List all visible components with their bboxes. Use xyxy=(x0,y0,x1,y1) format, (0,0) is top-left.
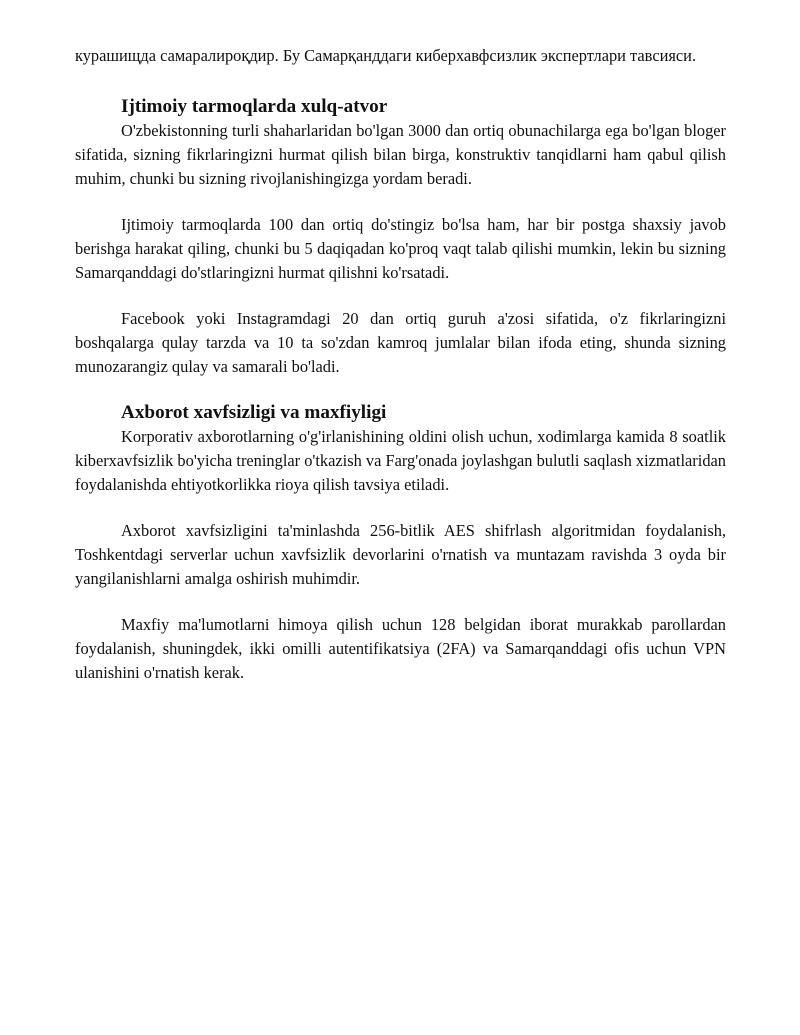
body-paragraph: Axborot xavfsizligini ta'minlashda 256-bitlik AES shifrlash algoritmidan foydalanish, Toshkentdagi serverlar uchun xavfsizlik devorlarini o'rnatish va muntazam ravishda 3 oyda bir yangilanishlarni amalga oshirish muhimdir. xyxy=(75,521,726,588)
section-heading-information-security: Axborot xavfsizligi va maxfiyligi xyxy=(121,402,387,423)
body-paragraph: Korporativ axborotlarning o'g'irlanishining oldini olish uchun, xodimlarga kamida 8 soatlik kiberxavfsizlik bo'yicha treninglar o'tkazish va Farg'onada joylashgan bulutli saqlash xizmatlaridan foydalanishda ehtiyotkorlikka rioya qilish tavsiya etiladi. xyxy=(75,427,726,494)
body-paragraph: Ijtimoiy tarmoqlarda 100 dan ortiq do'stingiz bo'lsa ham, har bir postga shaxsiy javob berishga harakat qiling, chunki bu 5 daqiqadan ko'proq vaqt talab qilishi mumkin, lekin bu sizning Samarqanddagi do'stlaringizni hurmat qilishni ko'rsatadi. xyxy=(75,215,726,282)
section-heading-social-media: Ijtimoiy tarmoqlarda xulq-atvor xyxy=(121,96,388,117)
document-body xyxy=(75,44,726,685)
intro-paragraph: курашищда самаралироқдир. Бу Самарқанддаги киберхавфсизлик экспертлари тавсияси. xyxy=(75,46,697,65)
body-paragraph: Facebook yoki Instagramdagi 20 dan ortiq guruh a'zosi sifatida, o'z fikrlaringizni boshqalarga qulay tarzda va 10 ta so'zdan kamroq jumlalar bilan ifoda eting, shunda sizning munozarangiz qulay va samarali bo'ladi. xyxy=(75,309,726,376)
body-paragraph: Maxfiy ma'lumotlarni himoya qilish uchun 128 belgidan iborat murakkab parollardan foydalanish, shuningdek, ikki omilli autentifikatsiya (2FA) va Samarqanddagi ofis uchun VPN ulanishini o'rnatish kerak. xyxy=(75,615,726,682)
body-paragraph: O'zbekistonning turli shaharlaridan bo'lgan 3000 dan ortiq obunachilarga ega bo'lgan bloger sifatida, sizning fikrlaringizni hurmat qilish bilan birga, konstruktiv tanqidlarni ham qabul qilish muhim, chunki bu sizning rivojlanishingizga yordam beradi. xyxy=(75,121,726,188)
